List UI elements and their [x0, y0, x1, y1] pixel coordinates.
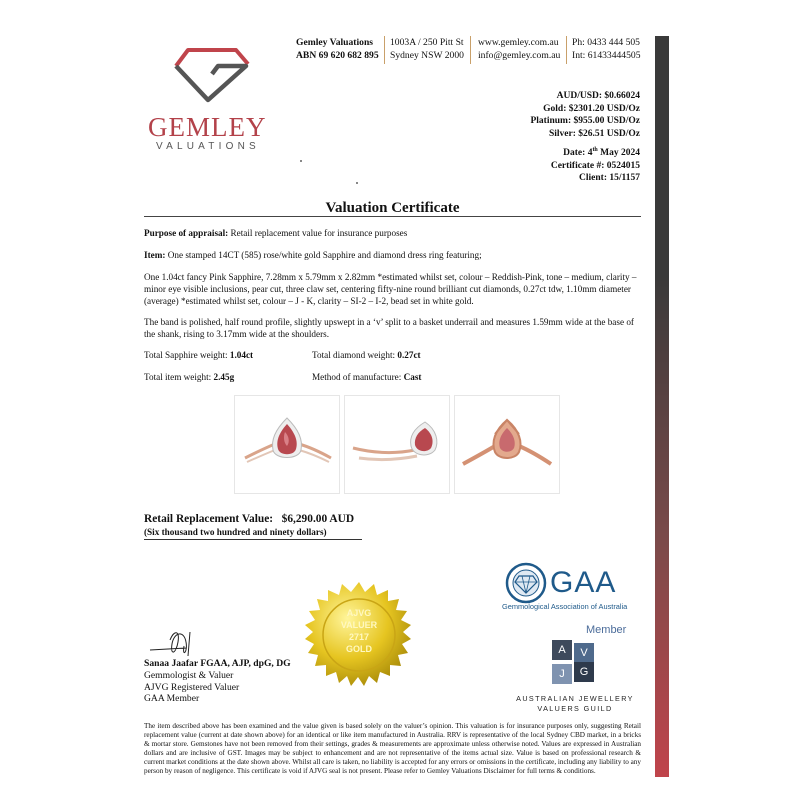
date-day: 4: [587, 148, 593, 159]
spec-sapphire: [144, 350, 304, 362]
dot-mark: [356, 182, 358, 184]
disclaimer: The item described above has been examined and the value given is based solely on the valuer’s opinion. This valuation is for insurance purposes only, suggesting Retail replacement value (current at date shown above) for an identical or like item manufactured in Australia. RRV is representative of the local Sydney CBD market, in a bricks & mortar store. Gemstones have not been removed from their settings, grades & measurements are approximate unless otherwise noted. Values are expressed in Australian dollars and are inclusive of GST. Images may be subject to enhancement and are not representative of the items actual size. Value is based on professional research & current market conditions at the date shown above. Whilst all care is taken, no liability is accepted for any errors or omissions in the certificate, including any liability to any person by reason of negligence. This certificate is void if AJVG seal is not present. Please refer to Gemley Valuations Disclaimer for full terms & conditions.: [144, 722, 641, 775]
description-paragraph: One 1.04ct fancy Pink Sapphire, 7.28mm x 5.79mm x 2.82mm *estimated whilst set, colour – Reddish-Pink, tone – medium, clarity – minor eye visible inclusions, pear cut, three claw set, centering fifty-nine round brilliant cut diamonds, 0.27ct tdw, 1.10mm diameter (average) *estimated whilst set, colour – J - K, clarity – SI-2 – I-2, bead set in white gold.: [144, 272, 637, 306]
retail-value-words: (Six thousand two hundred and ninety dollars): [144, 527, 327, 537]
email-link[interactable]: info@gemley.com.au: [478, 50, 561, 61]
dot-mark: [300, 160, 302, 162]
ajvg-cell-v: V: [574, 643, 594, 663]
rate-silver: Silver: $26.51 USD/Oz: [548, 128, 640, 139]
certificate-number: Certificate #: 0524015: [550, 160, 640, 171]
diamond-value: 0.27ct: [397, 350, 421, 360]
ajvg-cell-g: G: [574, 662, 594, 682]
metal-rates: [530, 90, 640, 140]
brand-subtitle: VALUATIONS: [156, 141, 260, 152]
header-company-block: [296, 36, 379, 62]
date-label: Date:: [563, 148, 586, 159]
gaa-full-name: Gemmological Association of Australia: [502, 602, 628, 611]
certificate-info: [551, 144, 640, 185]
gaa-name: GAA: [550, 566, 617, 599]
seal-line3: 2717: [348, 632, 370, 642]
ajvg-logo: [552, 640, 594, 686]
spec-method: [312, 372, 532, 384]
ajvg-line1: AUSTRALIAN JEWELLERY: [516, 694, 634, 703]
certificate-title: Valuation Certificate: [325, 200, 460, 216]
seal-text: [298, 607, 420, 655]
purpose-text: Retail replacement value for insurance purposes: [230, 228, 408, 238]
phone: Ph: 0433 444 505: [572, 37, 640, 48]
spec-item-weight: [144, 372, 304, 384]
header-divider: [470, 36, 471, 64]
company-name: Gemley Valuations: [296, 37, 374, 48]
address-line2: Sydney NSW 2000: [390, 50, 464, 61]
ajvg-cell-a: A: [552, 640, 572, 660]
valuer-role1: Gemmologist & Valuer: [144, 669, 234, 681]
method-label: Method of manufacture:: [312, 372, 402, 382]
address-line1: 1003A / 250 Pitt St: [390, 37, 464, 48]
header-web-block: [478, 36, 560, 62]
seal-line2: VALUER: [340, 620, 378, 630]
date-suffix: th: [592, 147, 598, 153]
seal-line4: GOLD: [346, 644, 372, 654]
member-label: Member: [586, 624, 627, 636]
gem-icon: [172, 44, 252, 104]
retail-value: [144, 513, 354, 525]
ring-photo-front: [234, 395, 340, 494]
item-text: One stamped 14CT (585) rose/white gold Sapphire and diamond dress ring featuring;: [167, 250, 482, 260]
sapphire-label: Total Sapphire weight:: [144, 350, 228, 360]
retail-amount: $6,290.00 AUD: [281, 513, 355, 525]
rate-gold: Gold: $2301.20 USD/Oz: [543, 103, 640, 114]
ajvg-cell-j: J: [552, 664, 572, 684]
item-label: Item:: [144, 250, 166, 260]
valuer-signature: [146, 622, 246, 662]
brand-name: GEMLEY: [148, 112, 267, 142]
method-value: Cast: [403, 372, 422, 382]
valuer-role2: AJVG Registered Valuer: [144, 681, 240, 693]
ring-back-image: [455, 396, 559, 493]
seal-line1: AJVG: [346, 608, 372, 618]
header-address-block: [390, 36, 464, 62]
ring-front-image: [235, 396, 339, 493]
ring-photo-angle: [344, 395, 450, 494]
gemley-logo: [172, 44, 252, 104]
ajvg-name: [512, 694, 638, 714]
date-month-year: May 2024: [600, 148, 640, 159]
decorative-side-bar: [655, 36, 669, 777]
purpose-line: [144, 228, 641, 240]
spec-diamond: [312, 350, 512, 362]
retail-label: Retail Replacement Value:: [144, 513, 274, 525]
client-number: Client: 15/1157: [579, 173, 640, 184]
item-weight-label: Total item weight:: [144, 372, 212, 382]
item-line: [144, 250, 641, 262]
ring-photo-back: [454, 395, 560, 494]
rate-aud-usd: AUD/USD: $0.66024: [556, 91, 640, 101]
valuer-name: Sanaa Jaafar FGAA, AJP, dpG, DG: [144, 658, 291, 669]
header-phone-block: [572, 36, 641, 62]
band-paragraph: The band is polished, half round profile, slightly upswept in a ‘v’ split to a basket underrail and measures 1.59mm wide at the base of the shank, rising to 3.17mm wide at the shoulders.: [144, 317, 634, 339]
website-link[interactable]: www.gemley.com.au: [478, 37, 559, 48]
purpose-label: Purpose of appraisal:: [144, 228, 229, 238]
gaa-globe-icon: [505, 562, 547, 604]
header-divider: [566, 36, 567, 64]
retail-rule: [144, 539, 362, 540]
diamond-label: Total diamond weight:: [312, 350, 396, 360]
company-abn: ABN 69 620 682 895: [296, 50, 379, 61]
sapphire-value: 1.04ct: [229, 350, 254, 360]
valuer-details: [144, 658, 291, 705]
title-rule: [144, 216, 641, 217]
ajvg-line2: VALUERS GUILD: [537, 704, 613, 713]
rate-platinum: Platinum: $955.00 USD/Oz: [530, 116, 640, 127]
valuer-role3: GAA Member: [144, 693, 200, 705]
ring-angle-image: [345, 396, 449, 493]
intl-phone: Int: 61433444505: [572, 50, 641, 61]
ajvg-gold-seal: [298, 573, 420, 695]
item-weight-value: 2.45g: [213, 372, 235, 382]
header-divider: [384, 36, 385, 64]
